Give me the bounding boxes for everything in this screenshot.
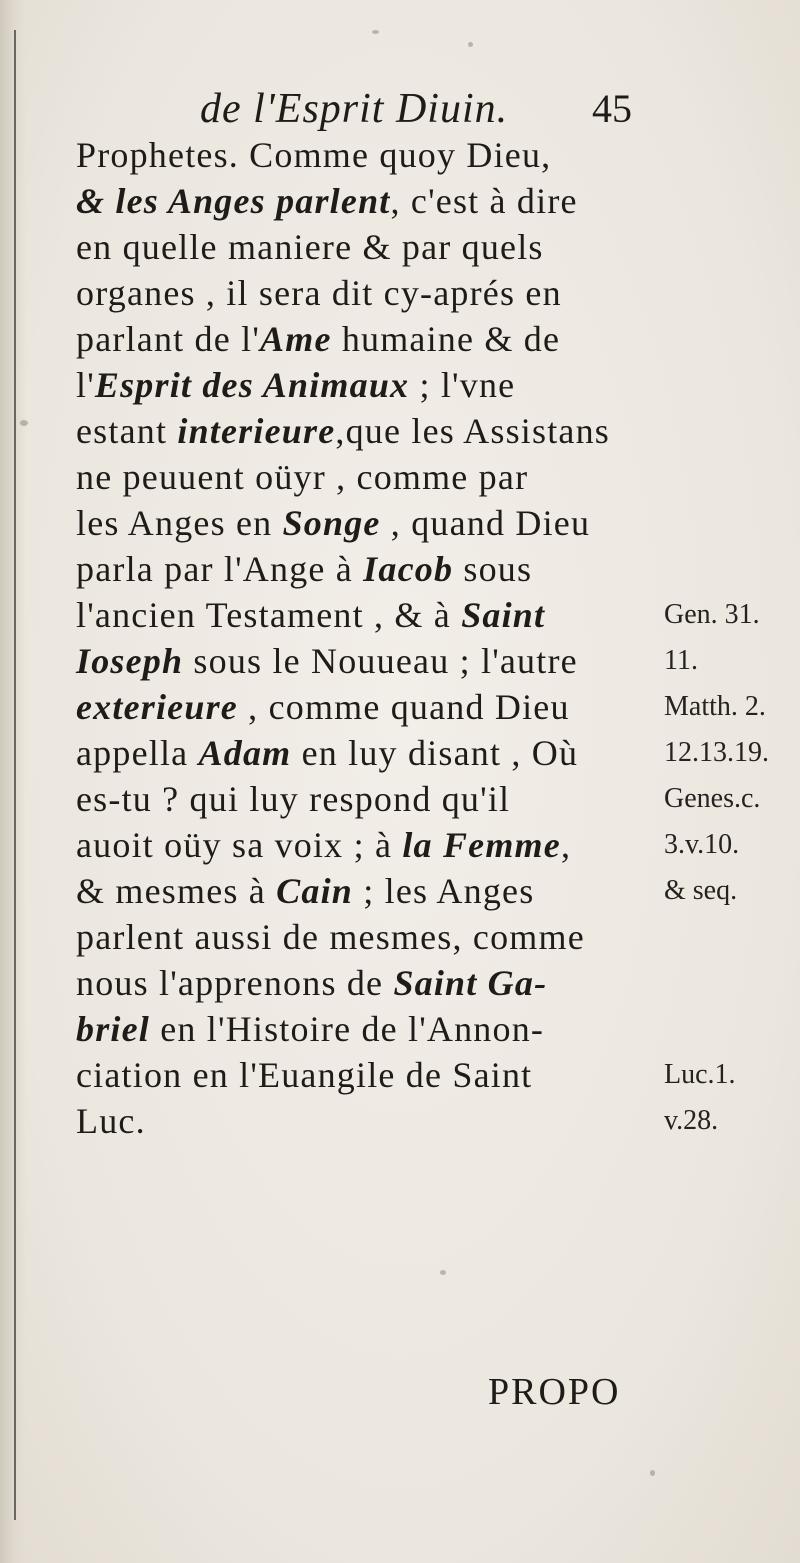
text-run: ciation en l'Euangile de Saint xyxy=(76,1055,533,1095)
italic-phrase: Saint xyxy=(461,595,546,635)
margin-note: Gen. 31. xyxy=(664,599,760,630)
margin-note: Luc.1. xyxy=(664,1059,736,1090)
text-run: ne peuuent oüyr , comme par xyxy=(76,457,529,497)
text-line xyxy=(76,362,661,408)
text-run: les Anges en xyxy=(76,503,283,543)
paper-speck xyxy=(468,42,473,47)
text-run: humaine & de xyxy=(331,319,561,359)
text-line xyxy=(76,960,661,1006)
text-run: parlent aussi de mesmes, comme xyxy=(76,917,585,957)
italic-phrase: Iacob xyxy=(363,549,454,589)
margin-notes xyxy=(664,0,800,1563)
text-run: , quand Dieu xyxy=(380,503,591,543)
text-line xyxy=(76,914,661,960)
italic-phrase: Esprit des Animaux xyxy=(94,365,410,405)
italic-phrase: briel xyxy=(76,1009,150,1049)
text-run: ,que les Assistans xyxy=(335,411,610,451)
paper-speck xyxy=(20,420,28,426)
text-line xyxy=(76,730,661,776)
text-run: auoit oüy sa voix ; à xyxy=(76,825,403,865)
margin-note: 12.13.19. xyxy=(664,737,769,768)
text-run: nous l'apprenons de xyxy=(76,963,394,1003)
margin-note: Matth. 2. xyxy=(664,691,766,722)
text-line xyxy=(76,822,661,868)
text-run: estant xyxy=(76,411,178,451)
margin-note: v.28. xyxy=(664,1105,719,1136)
text-run: parla par l'Ange à xyxy=(76,549,364,589)
gutter-edge-line xyxy=(14,30,16,1520)
italic-phrase: Ioseph xyxy=(76,641,184,681)
text-line xyxy=(76,500,661,546)
text-run: , comme quand Dieu xyxy=(237,687,570,727)
text-run: , xyxy=(560,825,572,865)
text-line xyxy=(76,684,661,730)
text-run: Luc. xyxy=(76,1101,146,1141)
text-line xyxy=(76,224,661,270)
paper-speck xyxy=(440,1270,446,1275)
text-run: sous le Nouueau ; l'autre xyxy=(183,641,578,681)
italic-phrase: Saint Ga- xyxy=(393,963,548,1003)
page-number: 45 xyxy=(592,86,632,131)
text-line xyxy=(76,638,661,684)
text-line xyxy=(76,1052,661,1098)
text-run: & mesmes à xyxy=(76,871,277,911)
text-run: ; les Anges xyxy=(353,871,535,911)
text-line xyxy=(76,270,661,316)
italic-phrase: exterieure xyxy=(76,687,238,727)
margin-note: 11. xyxy=(664,645,698,676)
text-line xyxy=(76,1006,661,1052)
text-line xyxy=(76,868,661,914)
margin-note: Genes.c. xyxy=(664,783,761,814)
text-run: en l'Histoire de l'Annon- xyxy=(150,1009,545,1049)
text-run: Prophetes. Comme quoy Dieu, xyxy=(76,135,552,175)
body-text xyxy=(76,132,661,1144)
italic-phrase: la Femme xyxy=(402,825,561,865)
italic-phrase: & les Anges parlent xyxy=(76,181,391,221)
text-line xyxy=(76,132,661,178)
text-line xyxy=(76,546,661,592)
italic-phrase: Adam xyxy=(198,733,292,773)
italic-phrase: interieure xyxy=(177,411,336,451)
text-run: parlant de l' xyxy=(76,319,261,359)
text-run: en quelle maniere & par quels xyxy=(76,227,544,267)
text-line xyxy=(76,1098,661,1144)
text-run: l' xyxy=(76,365,95,405)
text-run: ; l'vne xyxy=(409,365,516,405)
italic-phrase: Songe xyxy=(282,503,381,543)
text-run: en luy disant , Où xyxy=(291,733,579,773)
text-run: es-tu ? qui luy respond qu'il xyxy=(76,779,511,819)
margin-note: 3.v.10. xyxy=(664,829,740,860)
italic-phrase: Cain xyxy=(276,871,354,911)
text-line xyxy=(76,454,661,500)
text-line xyxy=(76,592,661,638)
text-run: , c'est à dire xyxy=(390,181,578,221)
italic-phrase: Ame xyxy=(260,319,332,359)
text-line xyxy=(76,316,661,362)
catchword: PROPO xyxy=(488,1371,621,1413)
text-run: l'ancien Testament , & à xyxy=(76,595,462,635)
paper-speck xyxy=(650,1470,655,1476)
text-line xyxy=(76,776,661,822)
text-line xyxy=(76,178,661,224)
text-run: sous xyxy=(453,549,533,589)
text-line xyxy=(76,408,661,454)
text-run: appella xyxy=(76,733,199,773)
page-gutter xyxy=(0,0,26,1563)
text-run: organes , il sera dit cy-aprés en xyxy=(76,273,562,313)
running-title: de l'Esprit Diuin. xyxy=(200,86,509,132)
paper-speck xyxy=(372,30,379,34)
margin-note: & seq. xyxy=(664,875,738,906)
